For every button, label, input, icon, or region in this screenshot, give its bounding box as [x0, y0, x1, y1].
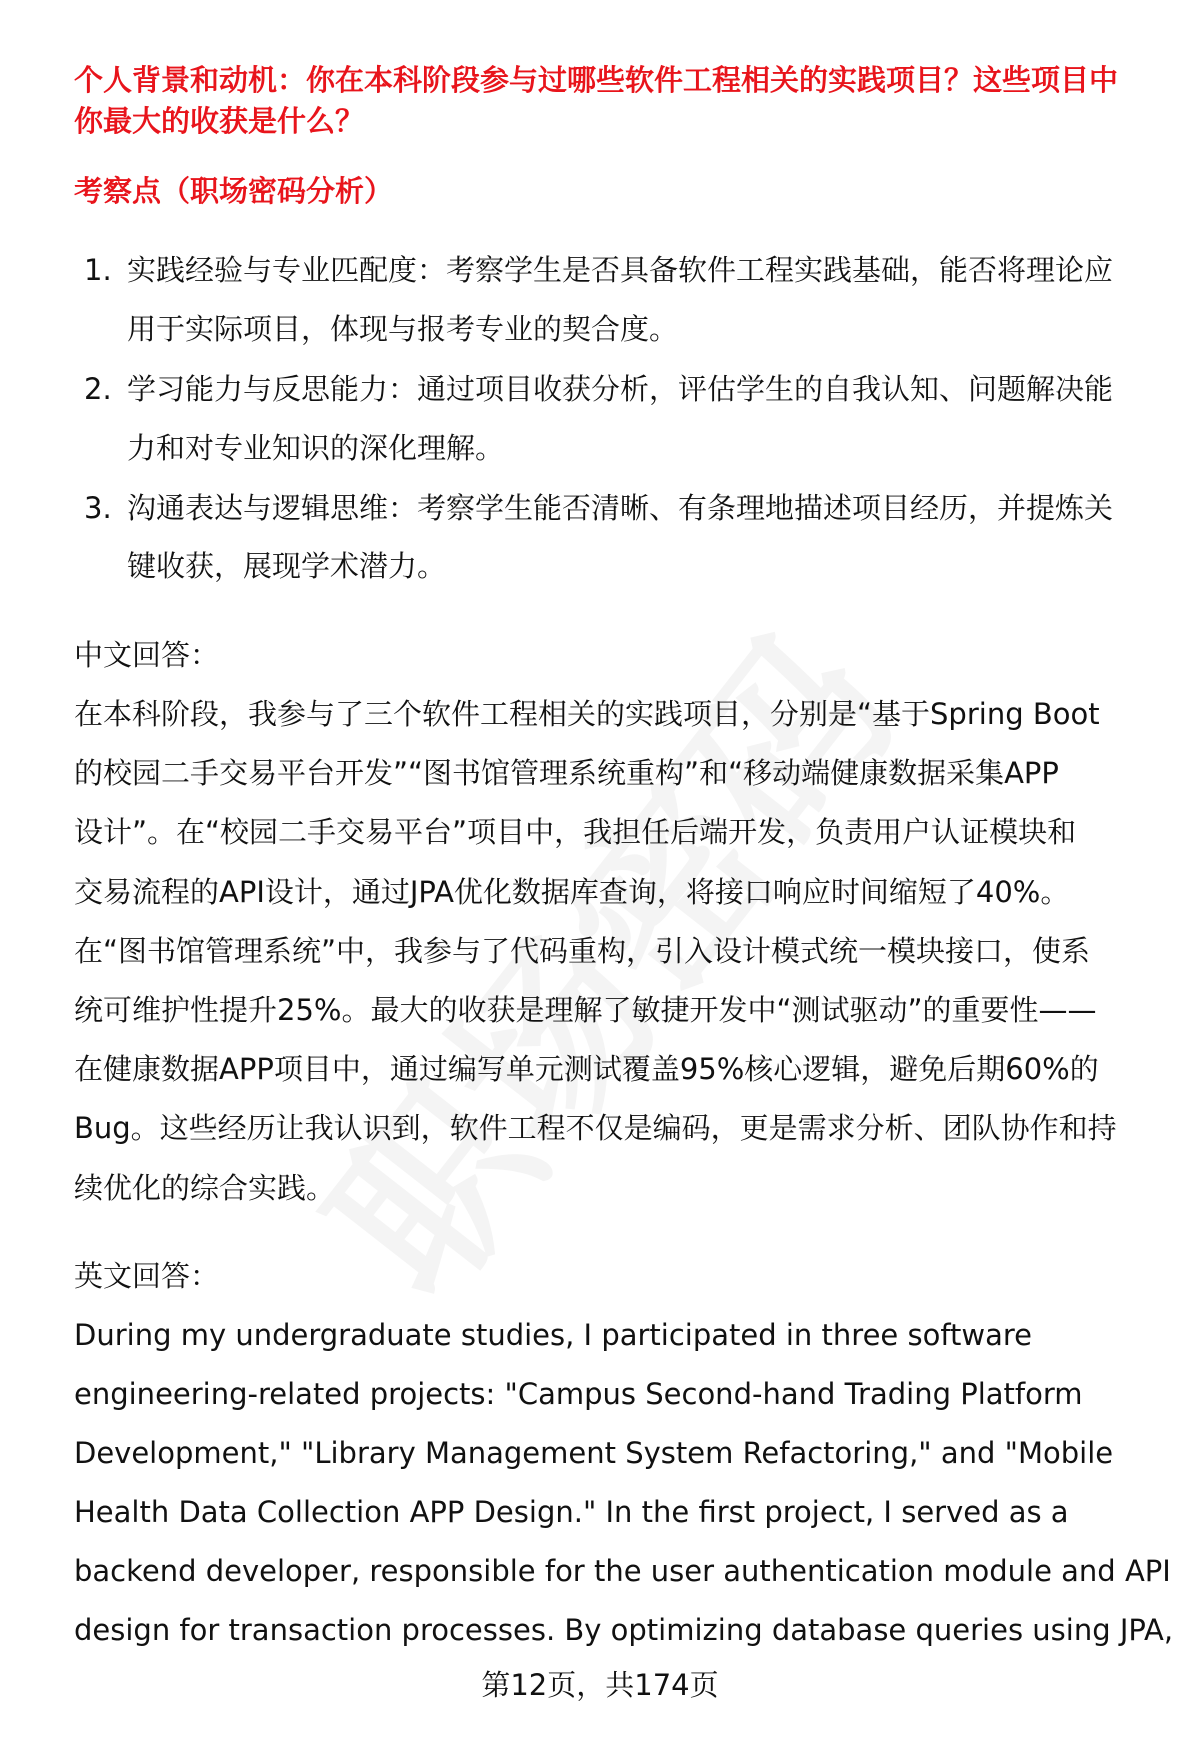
question-line: 你最大的收获是什么？ [74, 104, 365, 138]
list-item-line: 键收获，展现学术潜力。 [127, 549, 447, 583]
list-item-line: 学习能力与反思能力：通过项目收获分析，评估学生的自我认知、问题解决能 [127, 372, 1114, 406]
answer-line: 交易流程的API设计，通过JPA优化数据库查询，将接口响应时间缩短了40%。 [74, 875, 1070, 909]
english-answer-label: 英文回答： [74, 1259, 220, 1293]
answer-line: 在健康数据APP项目中，通过编写单元测试覆盖95%核心逻辑，避免后期60%的 [74, 1052, 1099, 1086]
list-item-line: 用于实际项目，体现与报考专业的契合度。 [127, 312, 679, 346]
answer-line: Development," "Library Management System Refactoring," and "Mobile [74, 1436, 1114, 1470]
answer-line: Health Data Collection APP Design." In the first project, I served as a [74, 1495, 1069, 1529]
answer-line: engineering-related projects: "Campus Second-hand Trading Platform [74, 1377, 1083, 1411]
answer-line: 的校园二手交易平台开发”“图书馆管理系统重构”和“移动端健康数据采集APP [74, 756, 1059, 790]
list-number: 1. [84, 253, 112, 287]
answer-line: design for transaction processes. By optimizing database queries using JPA, [74, 1613, 1174, 1647]
question-line: 个人背景和动机：你在本科阶段参与过哪些软件工程相关的实践项目？这些项目中 [74, 63, 1119, 97]
answer-line: backend developer, responsible for the user authentication module and API [74, 1554, 1171, 1588]
answer-line: During my undergraduate studies, I participated in three software [74, 1318, 1033, 1352]
answer-line: 续优化的综合实践。 [74, 1171, 336, 1205]
chinese-answer-label: 中文回答： [74, 638, 220, 672]
answer-line: 在本科阶段，我参与了三个软件工程相关的实践项目，分别是“基于Spring Boot [74, 697, 1100, 731]
answer-line: 统可维护性提升25%。最大的收获是理解了敏捷开发中“测试驱动”的重要性—— [74, 993, 1097, 1027]
list-number: 2. [84, 372, 112, 406]
list-number: 3. [84, 491, 112, 525]
focus-heading: 考察点（职场密码分析） [74, 174, 394, 208]
answer-line: 设计”。在“校园二手交易平台”项目中，我担任后端开发，负责用户认证模块和 [74, 815, 1077, 849]
list-item-line: 力和对专业知识的深化理解。 [127, 431, 505, 465]
page-number: 第12页，共174页 [481, 1668, 719, 1702]
list-item-line: 实践经验与专业匹配度：考察学生是否具备软件工程实践基础，能否将理论应 [127, 253, 1114, 287]
list-item-line: 沟通表达与逻辑思维：考察学生能否清晰、有条理地描述项目经历，并提炼关 [127, 491, 1114, 525]
answer-line: 在“图书馆管理系统”中，我参与了代码重构，引入设计模式统一模块接口，使系 [74, 934, 1091, 968]
answer-line: Bug。这些经历让我认识到，软件工程不仅是编码，更是需求分析、团队协作和持 [74, 1111, 1117, 1145]
